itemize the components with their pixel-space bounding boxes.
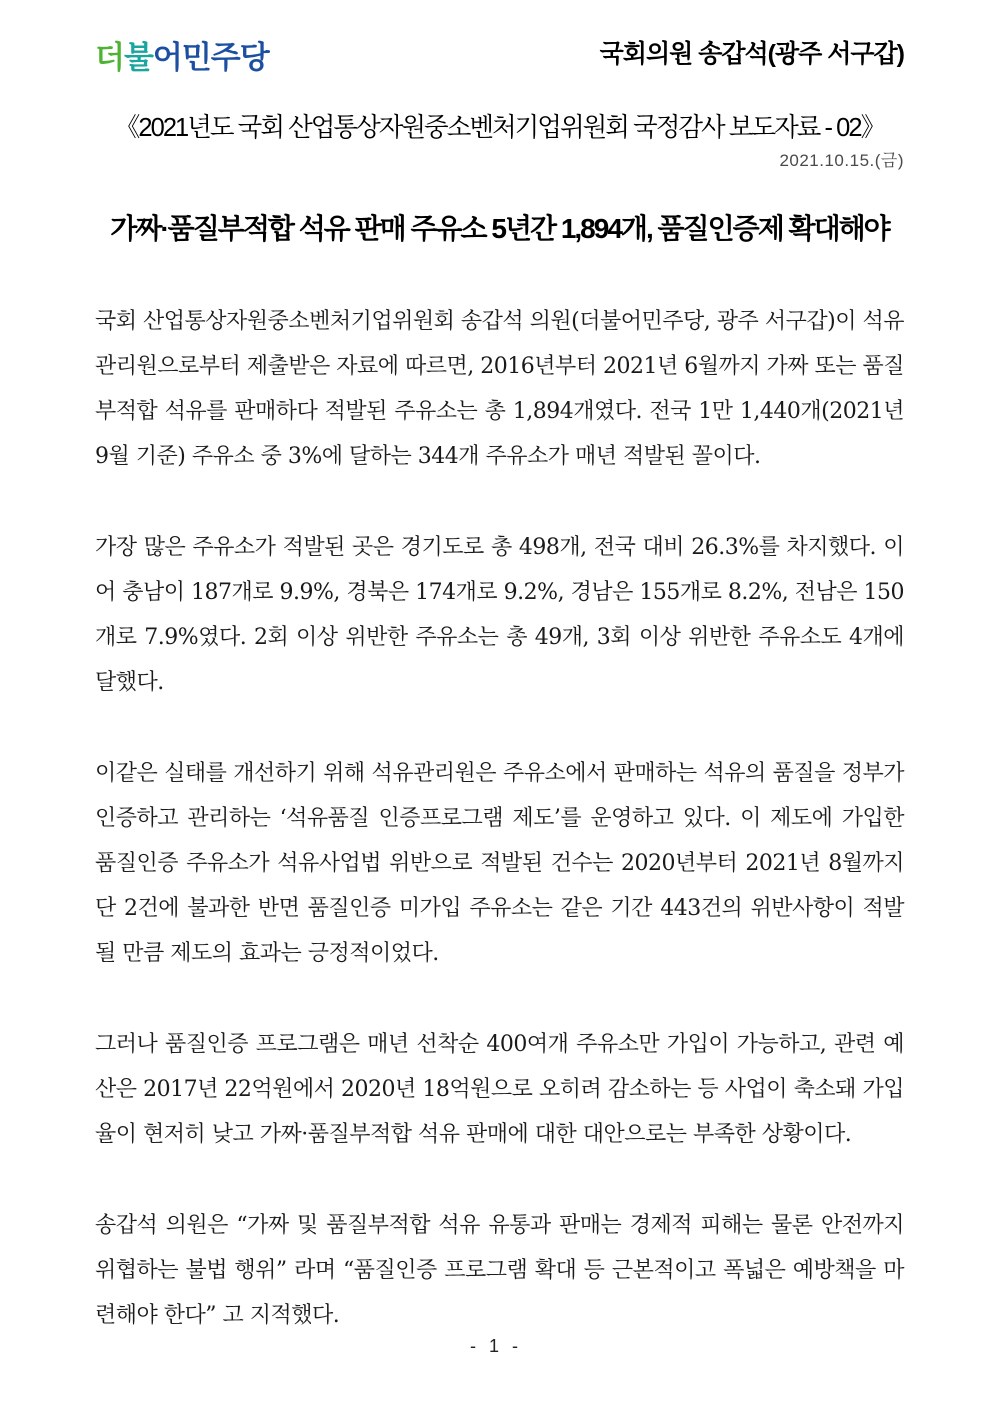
body-text xyxy=(95,299,904,1338)
body-paragraph: 국회 산업통상자원중소벤처기업위원회 송갑석 의원(더불어민주당, 광주 서구갑)이 석유관리원으로부터 제출받은 자료에 따르면, 2016년부터 2021년 6월까지 가짜 또는 품질부적합 석유를 판매하다 적발된 주유소는 총 1,894개였다. 전국 1만 1,440개(2021년 9월 기준) 주유소 중 3%에 달하는 344개 주유소가 매년 적발된 꼴이다. xyxy=(95,309,904,469)
party-logo-teal-part: 불 xyxy=(123,40,153,75)
party-logo-green-part: 더 xyxy=(95,40,124,75)
member-name: 국회의원 송갑석(광주 서구갑) xyxy=(599,40,904,68)
body-paragraph: 가장 많은 주유소가 적발된 곳은 경기도로 총 498개, 전국 대비 26.3%를 차지했다. 이어 충남이 187개로 9.9%, 경북은 174개로 9.2%, 경남은 155개로 8.2%, 전남은 150개로 7.9%였다. 2회 이상 위반한 주유소는 총 49개, 3회 이상 위반한 주유소도 4개에 달했다. xyxy=(95,535,904,695)
headline: 가짜·품질부적합 석유 판매 주유소 5년간 1,894개, 품질인증제 확대해야 xyxy=(110,213,889,244)
release-date: 2021.10.15.(금) xyxy=(779,151,904,170)
body-paragraph: 송갑석 의원은 “가짜 및 품질부적합 석유 유통과 판매는 경제적 피해는 물론 안전까지 위협하는 불법 행위” 라며 “품질인증 프로그램 확대 등 근본적이고 폭넓은 예방책을 마련해야 한다” 고 지적했다. xyxy=(95,1213,904,1328)
body-paragraph: 이같은 실태를 개선하기 위해 석유관리원은 주유소에서 판매하는 석유의 품질을 정부가 인증하고 관리하는 ‘석유품질 인증프로그램 제도’를 운영하고 있다. 이 제도에 가입한 품질인증 주유소가 석유사업법 위반으로 적발된 건수는 2020년부터 2021년 8월까지 단 2건에 불과한 반면 품질인증 미가입 주유소는 같은 기간 443건의 위반사항이 적발될 만큼 제도의 효과는 긍정적이었다. xyxy=(95,761,904,966)
page-header xyxy=(95,38,904,73)
release-title: 《2021년도 국회 산업통상자원중소벤처기업위원회 국정감사 보도자료 - 02》 xyxy=(114,112,885,142)
party-logo xyxy=(95,38,269,73)
body-paragraph: 그러나 품질인증 프로그램은 매년 선착순 400여개 주유소만 가입이 가능하고, 관련 예산은 2017년 22억원에서 2020년 18억원으로 오히려 감소하는 등 사업이 축소돼 가입율이 현저히 낮고 가짜·품질부적합 석유 판매에 대한 대안으로는 부족한 상황이다. xyxy=(95,1032,904,1147)
page-number: - 1 - xyxy=(469,1336,522,1356)
party-logo-blue-part: 어민주당 xyxy=(152,40,269,75)
